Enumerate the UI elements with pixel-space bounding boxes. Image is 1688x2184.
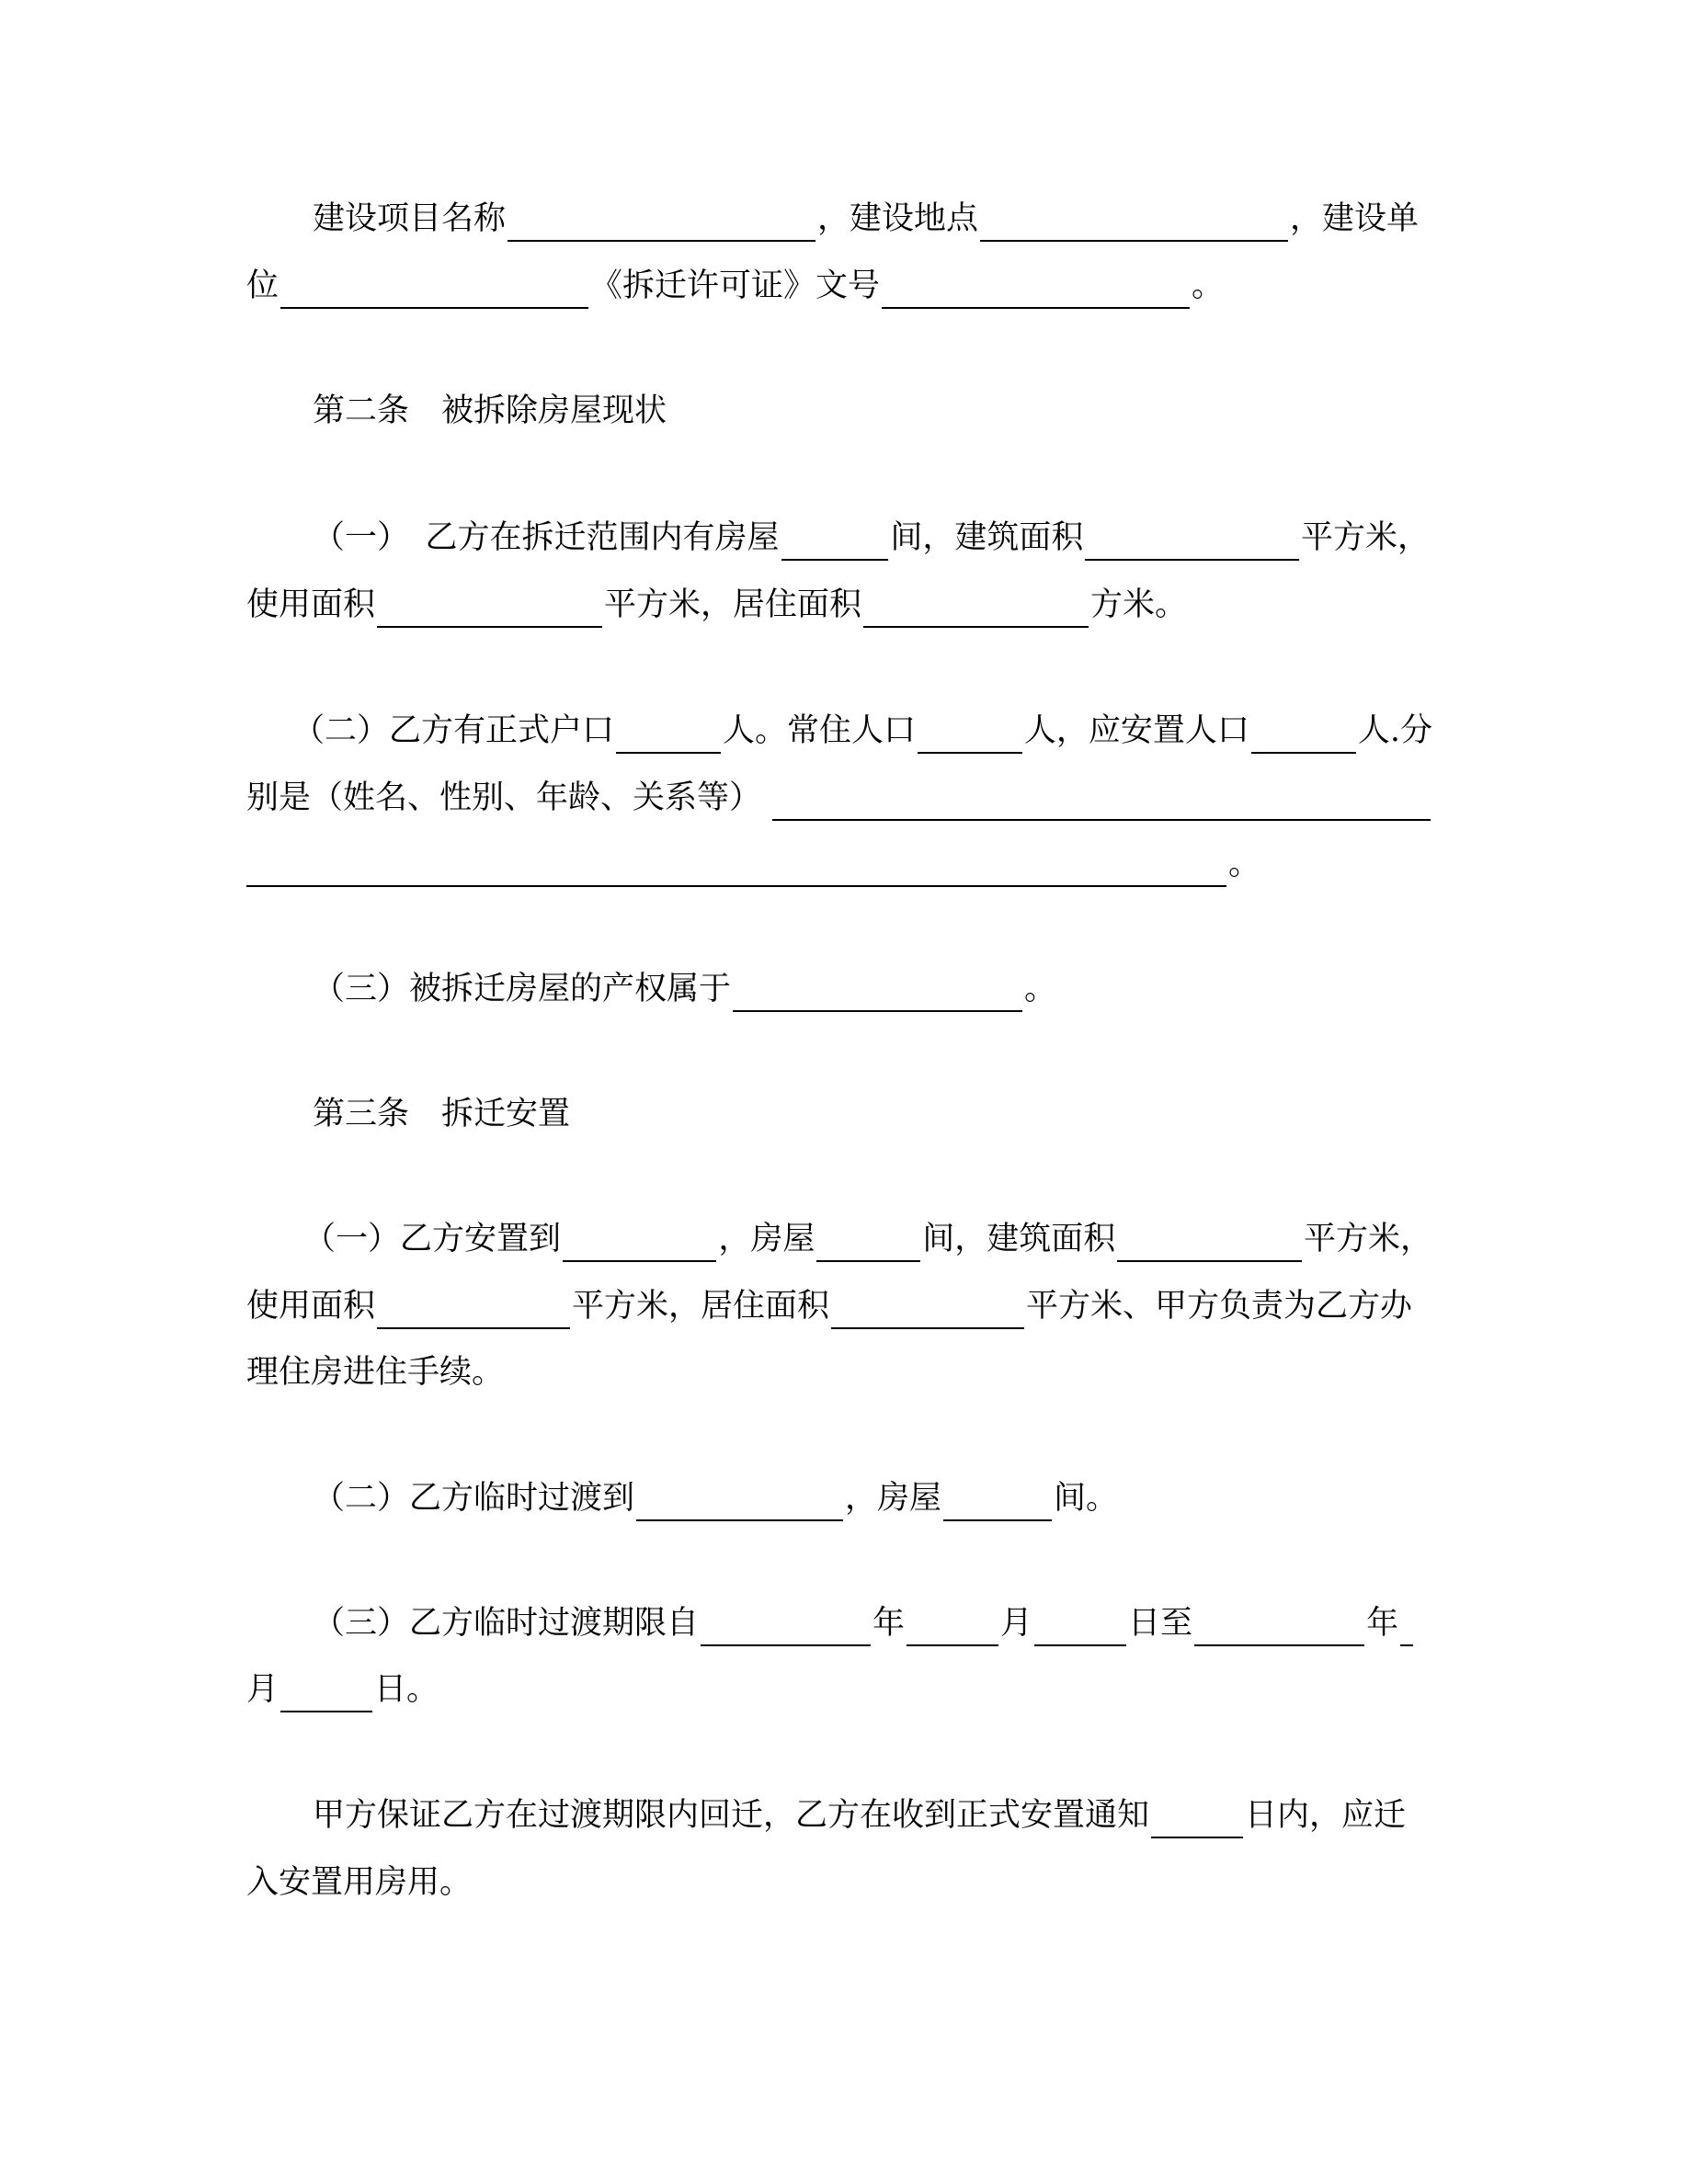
a2-item3-end: 。 [1024, 971, 1057, 1007]
blank-member-details[interactable] [772, 782, 1431, 821]
label-build-location: ，建设地点 [817, 200, 979, 237]
project-line-1 [313, 196, 1430, 242]
a3-item3-month-label: 月 [1000, 1605, 1033, 1642]
a3-item1-sqm-label: 平方米， [1303, 1221, 1432, 1257]
a3-item3-line1 [313, 1600, 1432, 1646]
blank-build-unit[interactable] [280, 270, 588, 309]
blank-end-day[interactable] [280, 1674, 372, 1712]
blank-start-day[interactable] [1034, 1608, 1126, 1646]
label-build-unit-part1: ，建设单 [1290, 200, 1420, 237]
a3-item3-period-label: （三）乙方临时过渡期限自 [313, 1605, 700, 1642]
blank-resettle-building-area[interactable] [1117, 1223, 1302, 1262]
article-3-heading-text: 第三条 拆迁安置 [313, 1096, 571, 1132]
blank-member-details-cont[interactable] [246, 848, 1226, 887]
blank-house-rooms[interactable] [781, 522, 889, 561]
a3-item3-line2 [246, 1666, 439, 1712]
a3-item1-procedure-label: 平方米、甲方负责为乙方办 [1026, 1288, 1413, 1325]
blank-resident-persons[interactable] [918, 715, 1022, 754]
a3-item2-transition-label: （二）乙方临时过渡到 [313, 1480, 635, 1517]
end-period: 。 [1192, 267, 1225, 304]
a3-item1-area-label: 间，建筑面积 [922, 1221, 1116, 1257]
article-3-heading [313, 1091, 570, 1137]
blank-resettle-place[interactable] [563, 1223, 716, 1262]
a2-item2-line1 [292, 708, 1432, 754]
blank-resettle-usable-area[interactable] [377, 1291, 570, 1329]
a2-item2-details-label: 别是（姓名、性别、年龄、关系等） [246, 779, 762, 816]
a3-item2-house-label: ，房屋 [845, 1480, 942, 1517]
a3-item1-line1 [303, 1216, 1432, 1262]
a2-item2-persons-end: 人.分 [1357, 712, 1432, 749]
blank-start-month[interactable] [907, 1608, 998, 1646]
a3-item3-day-to-label: 日至 [1128, 1605, 1193, 1642]
a3-item1-living-label: 平方米，居住面积 [572, 1288, 830, 1325]
label-build-unit-part2: 位 [246, 267, 279, 304]
a2-item1-area-label: 间，建筑面积 [890, 519, 1084, 556]
a2-item1-house-label: （一） 乙方在拆迁范围内有房屋 [313, 519, 780, 556]
blank-building-area[interactable] [1085, 522, 1299, 561]
blank-end-month-start[interactable] [1400, 1608, 1413, 1646]
a3-item3-day-end: 日。 [374, 1671, 439, 1708]
blank-end-year[interactable] [1194, 1608, 1364, 1646]
blank-property-owner[interactable] [733, 973, 1022, 1012]
guarantee-text: 甲方保证乙方在过渡期限内回迁，乙方在收到正式安置通知 [313, 1797, 1150, 1834]
a3-item1-house-label: ，房屋 [718, 1221, 815, 1257]
guarantee-end: 入安置用房用。 [246, 1864, 473, 1901]
blank-registered-persons[interactable] [616, 715, 721, 754]
guarantee-line2 [246, 1860, 472, 1905]
a2-item1-line1 [313, 515, 1430, 561]
blank-living-area[interactable] [863, 589, 1089, 628]
blank-resettle-living-area[interactable] [831, 1291, 1024, 1329]
a2-item2-line3 [246, 841, 1260, 887]
a3-item1-procedure-end: 理住房进住手续。 [246, 1354, 505, 1391]
blank-build-location[interactable] [980, 203, 1288, 242]
a2-item1-living-label: 平方米，居住面积 [604, 586, 862, 623]
blank-notice-days[interactable] [1151, 1800, 1243, 1838]
a3-item1-line2 [246, 1283, 1432, 1329]
a3-item2-end: 间。 [1054, 1480, 1119, 1517]
a3-item1-place-label: （一）乙方安置到 [303, 1221, 562, 1257]
a3-item1-line3 [246, 1349, 504, 1395]
a2-item3-line [313, 966, 1056, 1012]
a2-item2-resettle-label: 人，应安置人口 [1023, 712, 1249, 749]
a3-item2-line [313, 1475, 1118, 1521]
blank-transition-place[interactable] [636, 1483, 843, 1521]
blank-resettle-persons[interactable] [1251, 715, 1356, 754]
blank-permit-number[interactable] [882, 270, 1190, 309]
guarantee-line1 [313, 1792, 1432, 1838]
project-line-2 [246, 263, 1432, 309]
label-permit-number: 《拆迁许可证》文号 [590, 267, 881, 304]
a2-item1-line2 [246, 582, 1187, 628]
article-2-heading-text: 第二条 被拆除房屋现状 [313, 392, 667, 429]
label-project-name: 建设项目名称 [313, 200, 507, 237]
a2-item2-line2 [246, 775, 1432, 821]
article-2-heading [313, 388, 667, 434]
blank-resettle-rooms[interactable] [816, 1223, 920, 1262]
a3-item3-end-year-label: 年 [1366, 1605, 1399, 1642]
a2-item2-registered-label: （二）乙方有正式户口 [292, 712, 615, 749]
blank-transition-rooms[interactable] [943, 1483, 1052, 1521]
blank-usable-area[interactable] [377, 589, 602, 628]
a2-item3-ownership-label: （三）被拆迁房屋的产权属于 [313, 971, 732, 1007]
a2-item2-resident-label: 人。常住人口 [722, 712, 916, 749]
blank-start-year[interactable] [701, 1608, 871, 1646]
a3-item1-usable-label: 使用面积 [246, 1288, 376, 1325]
a2-item2-end: 。 [1228, 846, 1261, 882]
a3-item3-year-label: 年 [873, 1605, 906, 1642]
a2-item1-sqm-end: 方米。 [1090, 586, 1188, 623]
a3-item3-month-end-label: 月 [246, 1671, 279, 1708]
guarantee-days-label: 日内，应迁 [1245, 1797, 1407, 1834]
a2-item1-sqm-label: 平方米， [1300, 519, 1430, 556]
a2-item1-usable-label: 使用面积 [246, 586, 376, 623]
blank-project-name[interactable] [508, 203, 815, 242]
